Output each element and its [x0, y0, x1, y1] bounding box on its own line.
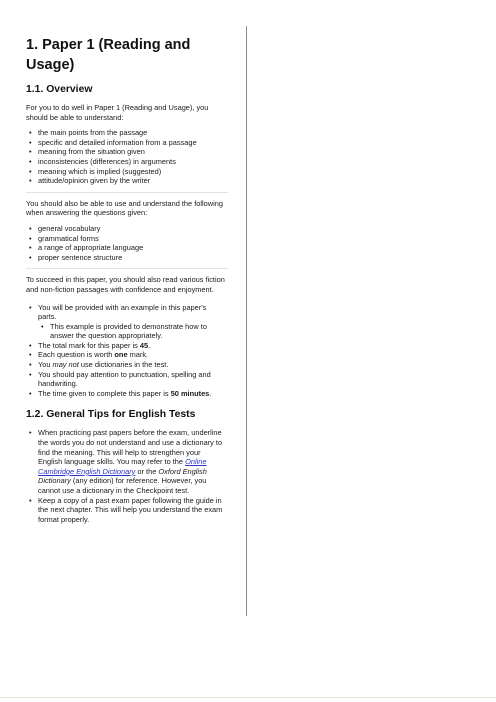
use-intro-line-1: You should also be able to use and understand the following	[26, 198, 223, 208]
intro-line-1: For you to do well in Paper 1 (Reading and Usage), you	[26, 103, 209, 112]
dict-emphasis: may not	[52, 360, 79, 370]
tip2-line-2: the next chapter. This will help you understand the exam	[38, 505, 223, 515]
overview-intro	[26, 103, 228, 122]
dict-suffix: use dictionaries in the test.	[78, 360, 169, 370]
list-item	[38, 389, 228, 399]
left-column	[26, 36, 228, 636]
tip1-line-6: (any edition) for reference. However, you	[70, 476, 207, 486]
cambridge-dictionary-link[interactable]: Cambridge English Dictionary	[38, 466, 136, 476]
list-item: • inconsistencies (differences) in arguments	[38, 157, 228, 167]
list-item	[38, 370, 228, 389]
tip1-line-3: find the meaning. This will help to strengthen your	[38, 447, 201, 457]
worth-suffix: mark.	[127, 350, 149, 360]
column-divider	[246, 26, 247, 616]
list-item: • specific and detailed information from a passage	[38, 138, 228, 148]
tip1-connector: or the	[135, 466, 159, 476]
total-mark-text: The total mark for this paper is	[38, 340, 140, 350]
page-footer-line	[0, 697, 496, 698]
punct-line-2: handwriting.	[38, 379, 78, 389]
separator	[26, 268, 228, 269]
sub-list	[38, 322, 228, 341]
punctuation: .	[148, 340, 151, 350]
example-line-2: parts.	[38, 312, 57, 322]
example-line-1: You will be provided with an example in this paper's	[38, 302, 207, 312]
worth-value: one	[114, 350, 128, 360]
use-list	[26, 224, 228, 262]
tip1-line-2: the words you do not understand and use a dictionary to	[38, 438, 223, 448]
list-item: • meaning from the situation given	[38, 147, 228, 157]
succeed-intro	[26, 275, 228, 294]
tip1-line-4: English language skills. You may refer to the	[38, 457, 186, 467]
sub-list-item	[50, 322, 228, 341]
list-item	[38, 428, 228, 495]
list-item: • meaning which is implied (suggested)	[38, 167, 228, 177]
oxford-dictionary-title: Dictionary	[38, 476, 71, 486]
paper-details-list	[26, 303, 228, 399]
succeed-line-2: and non-fiction passages with confidence and enjoyment.	[26, 284, 214, 294]
use-intro-line-2: when answering the questions given:	[26, 208, 148, 218]
use-intro	[26, 199, 228, 218]
understand-list	[26, 128, 228, 186]
sub-line-1: This example is provided to demonstrate how to	[50, 321, 207, 331]
sub-line-2: answer the question appropriately.	[50, 331, 163, 341]
section-title: 1. Paper 1 (Reading and Usage)	[26, 37, 191, 73]
punct-line-1: You should pay attention to punctuation, spelling and	[38, 369, 211, 379]
tips-list	[26, 428, 228, 524]
list-item: • attitude/opinion given by the writer	[38, 176, 228, 186]
list-item	[38, 350, 228, 360]
punctuation: .	[209, 388, 212, 398]
list-item	[38, 341, 228, 351]
list-item: • a range of appropriate language	[38, 243, 228, 253]
oxford-dictionary-title: Oxford English	[158, 466, 207, 476]
list-item: • grammatical forms	[38, 234, 228, 244]
succeed-line-1: To succeed in this paper, you should also read various fiction	[26, 275, 225, 285]
tips-heading: 1.2. General Tips for English Tests	[26, 409, 196, 421]
total-mark-value: 45	[139, 340, 149, 350]
list-item: • general vocabulary	[38, 224, 228, 234]
separator	[26, 192, 228, 193]
tip2-line-1: Keep a copy of a past exam paper following the guide in	[38, 495, 222, 505]
list-item	[38, 303, 228, 341]
list-item: • proper sentence structure	[38, 253, 228, 263]
dict-text: You	[38, 360, 53, 370]
tip1-line-7: cannot use a dictionary in the Checkpoint test.	[38, 486, 190, 495]
intro-line-2: should be able to understand:	[26, 112, 124, 122]
time-text: The time given to complete this paper is	[38, 388, 171, 398]
tip2-line-3: format properly.	[38, 514, 90, 524]
overview-heading: 1.1. Overview	[26, 84, 93, 95]
list-item: • the main points from the passage	[38, 128, 228, 138]
cambridge-dictionary-link[interactable]: Online	[185, 457, 207, 467]
tip1-line-1: When practicing past papers before the exam, underline	[38, 428, 222, 438]
list-item	[38, 496, 228, 525]
time-value: 50 minutes	[170, 388, 210, 398]
list-item	[38, 360, 228, 370]
worth-text: Each question is worth	[38, 350, 115, 360]
